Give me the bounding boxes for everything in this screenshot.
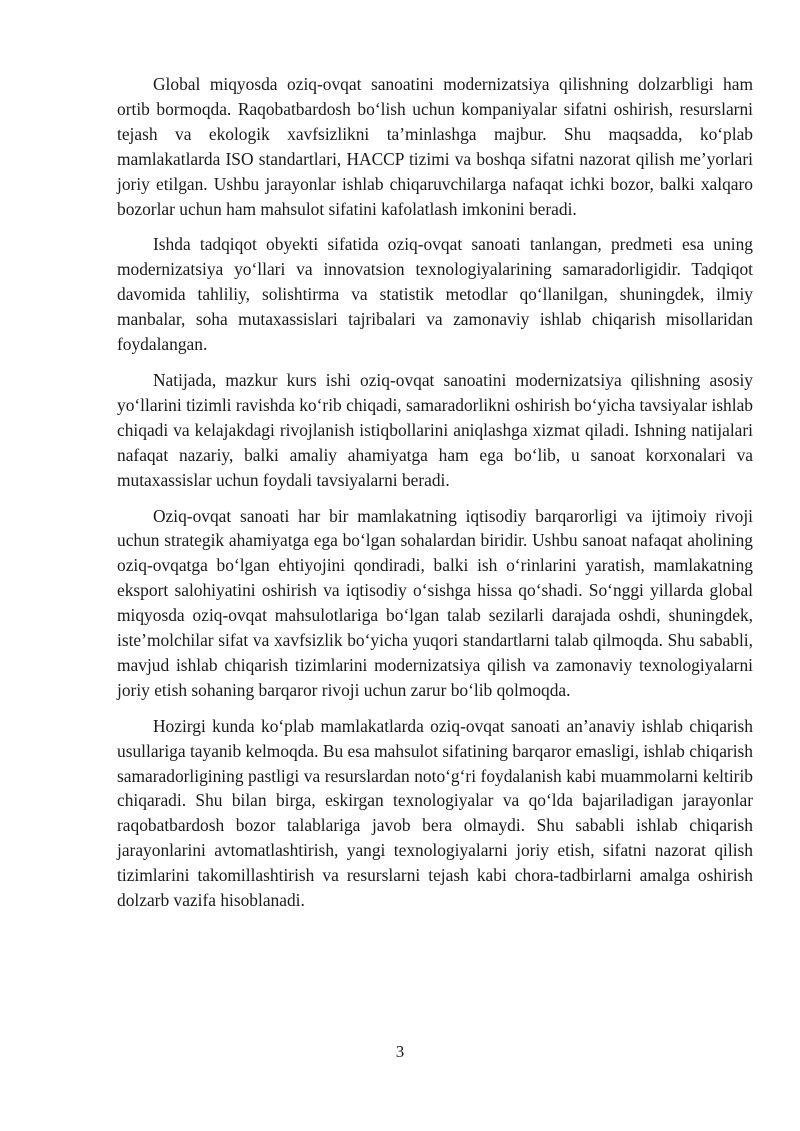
paragraph-5: Hozirgi kunda ko‘plab mamlakatlarda oziq-ovqat sanoati an’anaviy ishlab chiqarish usullariga tayanib kelmoqda. Bu esa mahsulot sifatining barqaror emasligi, ishlab chiqarish samaradorligining pastligi va resurslardan noto‘g‘ri foydalanish kabi muammolarni keltirib chiqaradi. Shu bilan birga, eskirgan texnologiyalar va qo‘lda bajariladigan jarayonlar raqobatbardosh bozor talablariga javob bera olmaydi. Shu sababli ishlab chiqarish jarayonlarini avtomatlashtirish, yangi texnologiyalarni joriy etish, sifatni nazorat qilish tizimlarini takomillashtirish va resurslarni tejash kabi chora-tadbirlarni amalga oshirish dolzarb vazifa hisoblanadi. (117, 715, 753, 911)
page-number: 3 (395, 1042, 405, 1061)
paragraph-3: Natijada, mazkur kurs ishi oziq-ovqat sanoatini modernizatsiya qilishning asosiy yo‘llarini tizimli ravishda ko‘rib chiqadi, samaradorlikni oshirish bo‘yicha tavsiyalar ishlab chiqadi va kelajakdagi rivojlanish istiqbollarini aniqlashga xizmat qiladi. Ishning natijalari nafaqat nazariy, balki amaliy ahamiyatga ham ega bo‘lib, u sanoat korxonalari va mutaxassislar uchun foydali tavsiyalarni beradi. (117, 369, 753, 490)
paragraph-2: Ishda tadqiqot obyekti sifatida oziq-ovqat sanoati tanlangan, predmeti esa uning modernizatsiya yo‘llari va innovatsion texnologiyalarining samaradorligidir. Tadqiqot davomida tahliliy, solishtirma va statistik metodlar qo‘llanilgan, shuningdek, ilmiy manbalar, soha mutaxassislari tajribalari va zamonaviy ishlab chiqarish misollaridan foydalangan. (117, 234, 753, 355)
paragraph-4: Oziq-ovqat sanoati har bir mamlakatning iqtisodiy barqarorligi va ijtimoiy rivoji uchun strategik ahamiyatga ega bo‘lgan sohalardan biridir. Ushbu sanoat nafaqat aholining oziq-ovqatga bo‘lgan ehtiyojini qondiradi, balki ish o‘rinlarini yaratish, mamlakatning eksport salohiyatini oshirish va iqtisodiy o‘sishga hissa qo‘shadi. So‘nggi yillarda global miqyosda oziq-ovqat mahsulotlariga bo‘lgan talab sezilarli darajada oshdi, shuningdek, iste’molchilar sifat va xavfsizlik bo‘yicha yuqori standartlarni talab qilmoqda. Shu sababli, mavjud ishlab chiqarish tizimlarini modernizatsiya qilish va zamonaviy texnologiyalarni joriy etish sohaning barqaror rivoji uchun zarur bo‘lib qolmoqda. (117, 505, 753, 700)
document-body (117, 72, 753, 924)
paragraph-1: Global miqyosda oziq-ovqat sanoatini modernizatsiya qilishning dolzarbligi ham ortib bormoqda. Raqobatbardosh bo‘lish uchun kompaniyalar sifatni oshirish, resurslarni tejash va ekologik xavfsizlikni ta’minlashga majbur. Shu maqsadda, ko‘plab mamlakatlarda ISO standartlari, HACCP tizimi va boshqa sifatni nazorat qilish me’yorlari joriy etilgan. Ushbu jarayonlar ishlab chiqaruvchilarga nafaqat ichki bozor, balki xalqaro bozorlar uchun ham mahsulot sifatini kafolatlash imkonini beradi. (117, 74, 753, 219)
